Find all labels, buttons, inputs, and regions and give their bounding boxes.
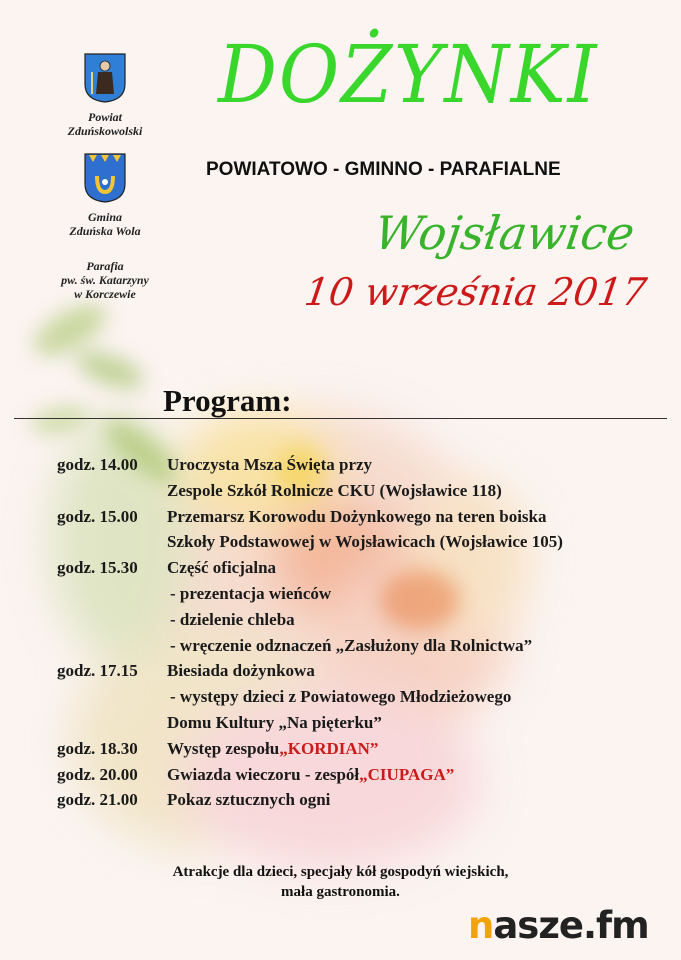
powiat-caption-line2: Zduńskowolski: [67, 124, 143, 138]
schedule-row: [57, 504, 563, 530]
schedule-row: [57, 478, 563, 504]
schedule-time: godz. 18.30: [57, 738, 138, 758]
schedule-time: godz. 14.00: [57, 455, 138, 474]
parafia-caption-line3: w Korczewie: [74, 287, 136, 301]
gmina-caption-line2: Zduńska Wola: [69, 224, 141, 238]
schedule-text: Część oficjalna: [167, 558, 277, 578]
schedule-row: [57, 684, 563, 710]
band-name-highlight: „KORDIAN”: [279, 738, 379, 758]
schedule-row: [57, 529, 563, 555]
gmina-caption-line1: Gmina: [87, 210, 122, 224]
schedule-text: - dzielenie chleba: [170, 609, 295, 629]
schedule-text: - wręczenie odznaczeń „Zasłużony dla Rolnictwa”: [170, 635, 533, 655]
logo-parafia: [30, 259, 180, 301]
schedule-text: Przemarsz Korowodu Dożynkowego na teren boiska: [167, 506, 547, 526]
parafia-caption-line1: Parafia: [86, 259, 124, 273]
event-place: Wojsławice: [371, 206, 638, 260]
schedule-row: [57, 736, 563, 762]
parafia-caption-line2: pw. św. Katarzyny: [61, 273, 149, 287]
schedule-row: [57, 633, 563, 659]
band-name-highlight: „CIUPAGA”: [359, 764, 455, 784]
schedule-row: [57, 452, 563, 478]
schedule-text: Biesiada dożynkowa: [167, 661, 315, 681]
schedule-row: [57, 762, 563, 788]
schedule-text: Występ zespołu: [167, 738, 280, 758]
brand-logo-n: n: [468, 904, 494, 947]
schedule-time: godz. 20.00: [57, 764, 138, 784]
gmina-crest-icon: [83, 152, 127, 204]
schedule-time: godz. 21.00: [57, 790, 138, 810]
program-schedule: [57, 452, 563, 813]
powiat-crest-icon: [83, 52, 127, 104]
schedule-row: [57, 710, 563, 736]
schedule-text: Pokaz sztucznych ogni: [167, 790, 331, 810]
schedule-text: Uroczysta Msza Święta przy: [167, 455, 373, 474]
footer-line1: Atrakcje dla dzieci, specjały kół gospodyń wiejskich,: [172, 864, 509, 880]
logo-gmina: [30, 152, 180, 238]
program-heading: Program:: [163, 383, 292, 418]
event-title: DOŻYNKI: [218, 28, 599, 121]
schedule-row: [57, 555, 563, 581]
brand-logo-rest: asze.fm: [493, 904, 649, 947]
powiat-caption-line1: Powiat: [87, 110, 122, 124]
schedule-row: [57, 658, 563, 684]
schedule-text: - występy dzieci z Powiatowego Młodzieżowego: [170, 687, 512, 707]
schedule-text: Szkoły Podstawowej w Wojsławicach (Wojsławice 105): [167, 532, 563, 552]
schedule-time: godz. 17.15: [57, 661, 138, 681]
schedule-time: godz. 15.30: [57, 558, 138, 578]
schedule-text: Gwiazda wieczoru - zespół: [167, 764, 360, 784]
footer-line2: mała gastronomia.: [281, 884, 400, 900]
event-date: 10 września 2017: [301, 270, 650, 314]
schedule-row: [57, 607, 563, 633]
footer-note: [0, 862, 681, 902]
divider: [14, 418, 667, 419]
logo-powiat: [30, 52, 180, 138]
brand-logo: [468, 904, 649, 947]
event-subtitle: POWIATOWO - GMINNO - PARAFIALNE: [206, 159, 561, 180]
schedule-row: [57, 581, 563, 607]
schedule-row: [57, 787, 563, 813]
schedule-text: Domu Kultury „Na pięterku”: [167, 712, 382, 732]
schedule-time: godz. 15.00: [57, 506, 138, 526]
schedule-text: Zespole Szkół Rolnicze CKU (Wojsławice 118): [167, 480, 502, 500]
schedule-text: - prezentacja wieńców: [170, 583, 332, 603]
